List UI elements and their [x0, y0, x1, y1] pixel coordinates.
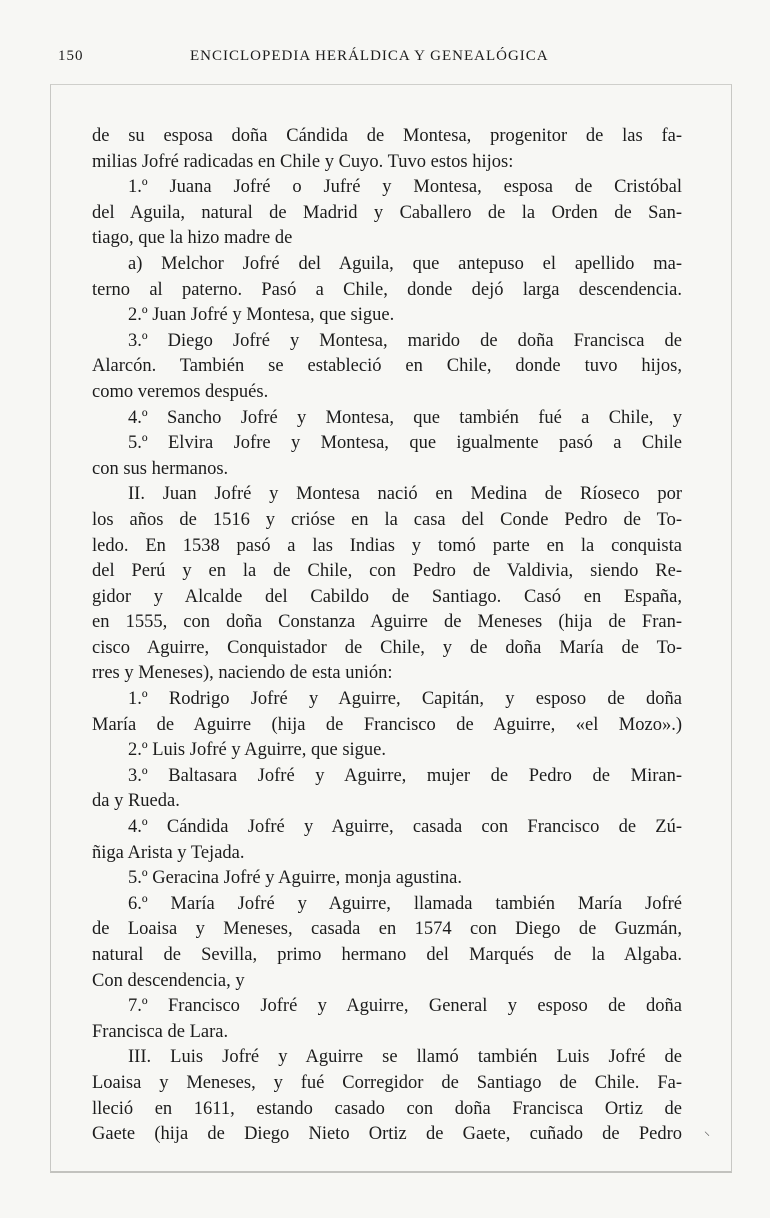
text-line: los años de 1516 y crióse en la casa del Conde Pedro de To- — [92, 509, 682, 530]
page-header — [58, 48, 698, 72]
body-text — [92, 124, 682, 1148]
text-line: del Perú y en la de Chile, con Pedro de Valdivia, siendo Re- — [92, 561, 682, 582]
text-line: 7.º Francisco Jofré y Aguirre, General y esposo de doña — [128, 996, 682, 1017]
text-line: cisco Aguirre, Conquistador de Chile, y de doña María de To- — [92, 637, 682, 658]
text-line: 4.º Sancho Jofré y Montesa, que también fué a Chile, y — [128, 407, 682, 428]
text-line: a) Melchor Jofré del Aguila, que antepuso el apellido ma- — [128, 253, 682, 274]
text-line: con sus hermanos. — [92, 458, 229, 479]
text-line: de Loaisa y Meneses, casada en 1574 con Diego de Guzmán, — [92, 919, 682, 940]
text-line: Francisca de Lara. — [92, 1021, 229, 1042]
text-line: rres y Meneses), naciendo de esta unión: — [92, 663, 393, 684]
text-line: 3.º Diego Jofré y Montesa, marido de doña Francisca de — [128, 330, 682, 351]
text-line: Alarcón. También se estableció en Chile, donde tuvo hijos, — [92, 356, 682, 377]
running-title: ENCICLOPEDIA HERÁLDICA Y GENEALÓGICA — [190, 48, 549, 64]
text-line: lleció en 1611, estando casado con doña Francisca Ortiz de — [92, 1098, 682, 1119]
text-line: 5.º Geracina Jofré y Aguirre, monja agustina. — [128, 868, 463, 889]
text-line: Loaisa y Meneses, y fué Corregidor de Santiago de Chile. Fa- — [92, 1072, 682, 1093]
text-line: 6.º María Jofré y Aguirre, llamada también María Jofré — [128, 893, 682, 914]
text-line: terno al paterno. Pasó a Chile, donde dejó larga descendencia. — [92, 279, 682, 300]
text-line: 5.º Elvira Jofre y Montesa, que igualmente pasó a Chile — [128, 433, 682, 454]
text-line: II. Juan Jofré y Montesa nació en Medina de Ríoseco por — [128, 484, 682, 505]
margin-mark: ⸜ — [704, 1124, 711, 1138]
text-line: 2.º Juan Jofré y Montesa, que sigue. — [128, 305, 395, 326]
text-line: ñiga Arista y Tejada. — [92, 842, 245, 863]
text-line: 4.º Cándida Jofré y Aguirre, casada con Francisco de Zú- — [128, 817, 682, 838]
text-line: 3.º Baltasara Jofré y Aguirre, mujer de Pedro de Miran- — [128, 765, 682, 786]
text-line: natural de Sevilla, primo hermano del Marqués de la Algaba. — [92, 945, 682, 965]
text-line: milias Jofré radicadas en Chile y Cuyo. Tuvo estos hijos: — [92, 151, 514, 172]
text-line: Con descendencia, y — [92, 970, 245, 991]
text-line: da y Rueda. — [92, 791, 180, 812]
text-line: en 1555, con doña Constanza Aguirre de Meneses (hija de Fran- — [92, 612, 682, 633]
text-line: del Aguila, natural de Madrid y Caballero de la Orden de San- — [92, 202, 682, 223]
text-line: gidor y Alcalde del Cabildo de Santiago. Casó en España, — [92, 586, 682, 607]
text-line: III. Luis Jofré y Aguirre se llamó también Luis Jofré de — [128, 1047, 682, 1068]
text-line: de su esposa doña Cándida de Montesa, progenitor de las fa- — [92, 126, 682, 146]
page-number: 150 — [58, 48, 84, 64]
text-line: ledo. En 1538 pasó a las Indias y tomó parte en la conquista — [92, 535, 682, 556]
text-line: 2.º Luis Jofré y Aguirre, que sigue. — [128, 740, 387, 761]
text-line: como veremos después. — [92, 381, 269, 402]
text-line: tiago, que la hizo madre de — [92, 228, 293, 249]
text-line: 1.º Juana Jofré o Jufré y Montesa, esposa de Cristóbal — [128, 177, 682, 198]
text-line: 1.º Rodrigo Jofré y Aguirre, Capitán, y esposo de doña — [128, 689, 682, 710]
text-line: María de Aguirre (hija de Francisco de Aguirre, «el Mozo».) — [92, 714, 682, 735]
text-line: Gaete (hija de Diego Nieto Ortiz de Gaete, cuñado de Pedro — [92, 1124, 682, 1145]
